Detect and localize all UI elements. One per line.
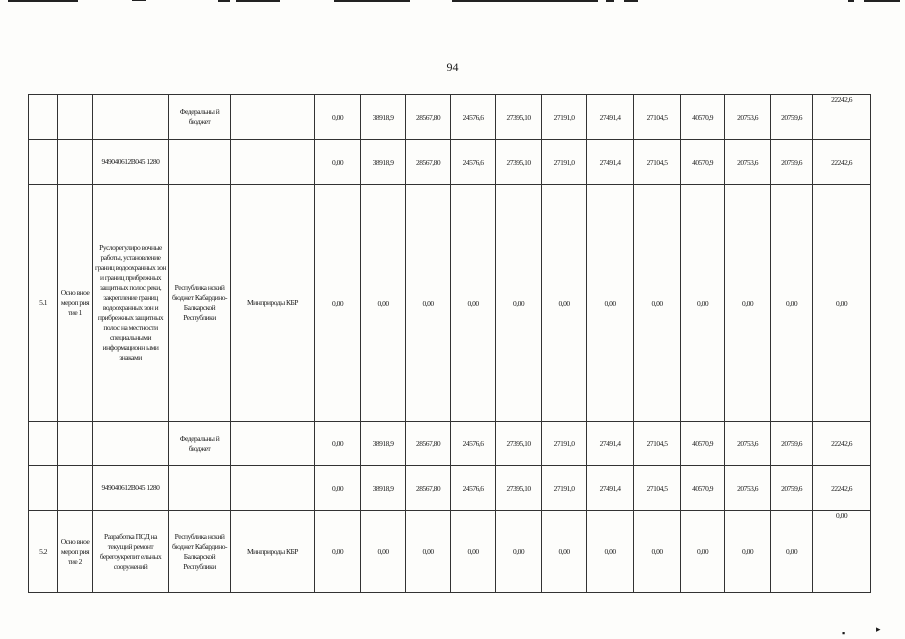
value-cell: 27191,0 bbox=[542, 140, 587, 185]
value-cell: 38918,9 bbox=[361, 466, 406, 511]
event-type-cell: Осно вное мероп рия тие 2 bbox=[58, 511, 93, 593]
value-cell: 0,00 bbox=[587, 185, 634, 422]
executor-cell bbox=[231, 422, 315, 466]
event-name-cell: Разработка ПСД на текущий ремонт берегоукрепит ельных сооружений bbox=[93, 511, 169, 593]
total-cell: 22242,6 bbox=[813, 95, 871, 140]
table-row bbox=[29, 140, 871, 185]
table-row bbox=[29, 95, 871, 140]
event-type-cell bbox=[58, 140, 93, 185]
value-cell: 27104,5 bbox=[634, 422, 681, 466]
value-cell: 20759,6 bbox=[771, 140, 813, 185]
event-type-cell bbox=[58, 466, 93, 511]
value-cell: 27104,5 bbox=[634, 95, 681, 140]
value-cell: 0,00 bbox=[315, 185, 361, 422]
value-cell: 28567,80 bbox=[406, 422, 451, 466]
value-cell: 38918,9 bbox=[361, 140, 406, 185]
event-name-cell: 949040612В045 1280 bbox=[93, 466, 169, 511]
value-cell: 0,00 bbox=[315, 140, 361, 185]
scan-mark: ▸ bbox=[876, 624, 881, 634]
value-cell: 20759,6 bbox=[771, 422, 813, 466]
row-number-cell bbox=[29, 466, 58, 511]
value-cell: 28567,80 bbox=[406, 140, 451, 185]
value-cell: 0,00 bbox=[496, 185, 542, 422]
value-cell: 0,00 bbox=[725, 185, 771, 422]
value-cell: 0,00 bbox=[496, 511, 542, 593]
value-cell: 27491,4 bbox=[587, 422, 634, 466]
total-cell: 22242,6 bbox=[813, 422, 871, 466]
scan-mark: ▪ bbox=[842, 628, 846, 638]
value-cell: 0,00 bbox=[634, 185, 681, 422]
value-cell: 27395,10 bbox=[496, 466, 542, 511]
funding-source-cell: Республика нский бюджет Кабардино-Балкарской Республики bbox=[169, 185, 231, 422]
value-cell: 27191,0 bbox=[542, 422, 587, 466]
event-name-cell: 949040612В045 1280 bbox=[93, 140, 169, 185]
executor-cell: Минприроды КБР bbox=[231, 185, 315, 422]
value-cell: 0,00 bbox=[771, 185, 813, 422]
value-cell: 27104,5 bbox=[634, 140, 681, 185]
event-type-cell bbox=[58, 95, 93, 140]
row-number-cell bbox=[29, 422, 58, 466]
total-cell: 0,00 bbox=[813, 185, 871, 422]
value-cell: 27395,10 bbox=[496, 422, 542, 466]
value-cell: 0,00 bbox=[315, 466, 361, 511]
value-cell: 20753,6 bbox=[725, 422, 771, 466]
value-cell: 0,00 bbox=[315, 511, 361, 593]
value-cell: 40570,9 bbox=[681, 466, 725, 511]
table-row bbox=[29, 185, 871, 422]
row-number-cell bbox=[29, 95, 58, 140]
value-cell: 20753,6 bbox=[725, 95, 771, 140]
value-cell: 40570,9 bbox=[681, 140, 725, 185]
value-cell: 0,00 bbox=[542, 185, 587, 422]
value-cell: 0,00 bbox=[361, 185, 406, 422]
table-row bbox=[29, 466, 871, 511]
value-cell: 0,00 bbox=[681, 185, 725, 422]
row-number-cell: 5.2 bbox=[29, 511, 58, 593]
value-cell: 0,00 bbox=[542, 511, 587, 593]
value-cell: 27491,4 bbox=[587, 140, 634, 185]
value-cell: 0,00 bbox=[771, 511, 813, 593]
value-cell: 27191,0 bbox=[542, 466, 587, 511]
value-cell: 27395,10 bbox=[496, 140, 542, 185]
funding-source-cell bbox=[169, 466, 231, 511]
funding-source-cell bbox=[169, 140, 231, 185]
value-cell: 0,00 bbox=[406, 511, 451, 593]
table-row bbox=[29, 422, 871, 466]
executor-cell bbox=[231, 95, 315, 140]
value-cell: 24576,6 bbox=[451, 466, 496, 511]
value-cell: 0,00 bbox=[451, 185, 496, 422]
value-cell: 0,00 bbox=[406, 185, 451, 422]
value-cell: 40570,9 bbox=[681, 95, 725, 140]
value-cell: 20759,6 bbox=[771, 466, 813, 511]
value-cell: 27491,4 bbox=[587, 466, 634, 511]
funding-source-cell: Республика нский бюджет Кабардино-Балкарской Республики bbox=[169, 511, 231, 593]
total-cell: 0,00 bbox=[813, 511, 871, 593]
value-cell: 24576,6 bbox=[451, 422, 496, 466]
event-type-cell bbox=[58, 422, 93, 466]
value-cell: 38918,9 bbox=[361, 95, 406, 140]
value-cell: 0,00 bbox=[315, 95, 361, 140]
value-cell: 20759,6 bbox=[771, 95, 813, 140]
value-cell: 27191,0 bbox=[542, 95, 587, 140]
table-row bbox=[29, 511, 871, 593]
value-cell: 20753,6 bbox=[725, 466, 771, 511]
event-name-cell: Руслорегулиро вочные работы, установление границ водоохранных зон и границ прибрежных защитных полос реки, закрепление границ водоохранных зон и прибрежных защитных полос на местности специальными информационн ыми знаками bbox=[93, 185, 169, 422]
value-cell: 0,00 bbox=[634, 511, 681, 593]
funding-source-cell: Федеральны й бюджет bbox=[169, 95, 231, 140]
event-type-cell: Осно вное мероп рия тие 1 bbox=[58, 185, 93, 422]
value-cell: 0,00 bbox=[451, 511, 496, 593]
value-cell: 24576,6 bbox=[451, 140, 496, 185]
row-number-cell: 5.1 bbox=[29, 185, 58, 422]
value-cell: 20753,6 bbox=[725, 140, 771, 185]
event-name-cell bbox=[93, 95, 169, 140]
executor-cell: Минприроды КБР bbox=[231, 511, 315, 593]
value-cell: 28567,80 bbox=[406, 95, 451, 140]
value-cell: 0,00 bbox=[315, 422, 361, 466]
event-name-cell bbox=[93, 422, 169, 466]
value-cell: 27104,5 bbox=[634, 466, 681, 511]
total-cell: 22242,6 bbox=[813, 140, 871, 185]
value-cell: 27491,4 bbox=[587, 95, 634, 140]
budget-table bbox=[28, 94, 871, 593]
total-cell: 22242,6 bbox=[813, 466, 871, 511]
value-cell: 0,00 bbox=[587, 511, 634, 593]
page-number: 94 bbox=[446, 60, 459, 74]
funding-source-cell: Федеральны й бюджет bbox=[169, 422, 231, 466]
executor-cell bbox=[231, 140, 315, 185]
value-cell: 40570,9 bbox=[681, 422, 725, 466]
row-number-cell bbox=[29, 140, 58, 185]
value-cell: 0,00 bbox=[681, 511, 725, 593]
value-cell: 38918,9 bbox=[361, 422, 406, 466]
value-cell: 27395,10 bbox=[496, 95, 542, 140]
executor-cell bbox=[231, 466, 315, 511]
value-cell: 0,00 bbox=[361, 511, 406, 593]
value-cell: 24576,6 bbox=[451, 95, 496, 140]
value-cell: 28567,80 bbox=[406, 466, 451, 511]
value-cell: 0,00 bbox=[725, 511, 771, 593]
